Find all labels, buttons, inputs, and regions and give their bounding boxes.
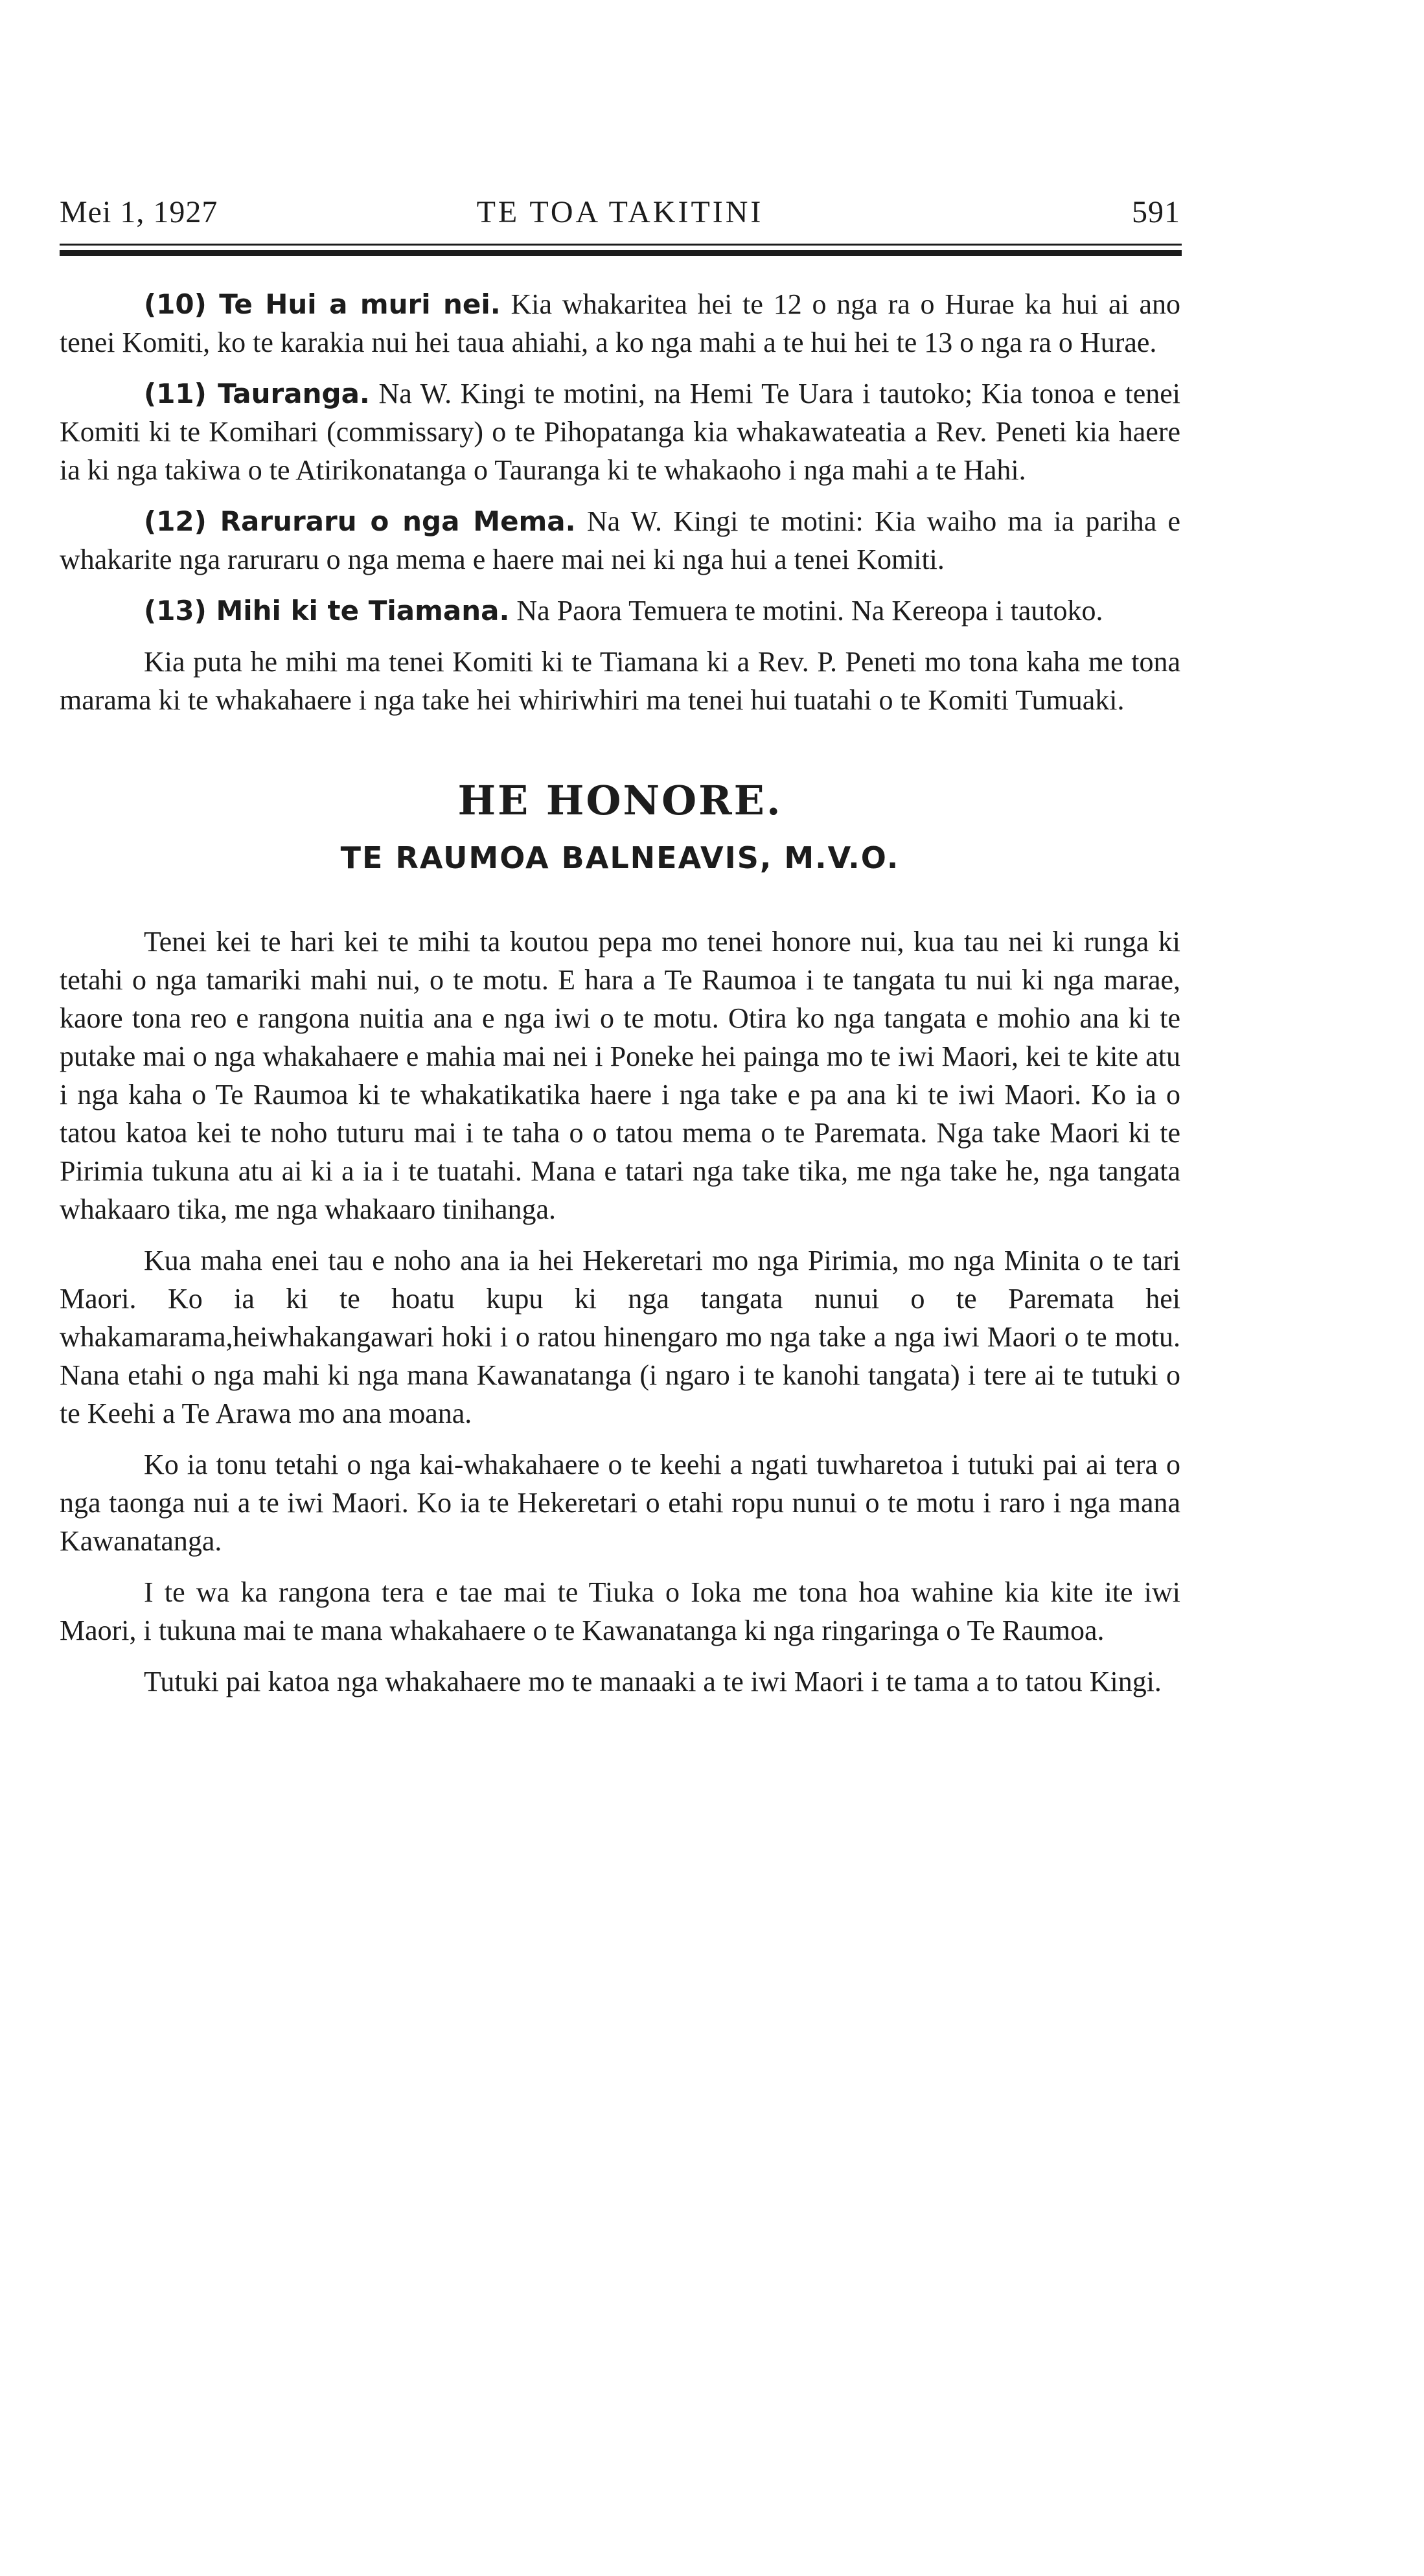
article-paragraph: Kua maha enei tau e noho ana ia hei Hekeretari mo nga Pirimia, mo nga Minita o te tari Maori. Ko ia ki te hoatu kupu ki nga tangata nunui o te Paremata hei whakamarama,heiwhakangawari hoki i o ratou hinengaro mo nga take a nga iwi Maori o te motu. Nana etahi o nga mahi ki nga mana Kawanatanga (i ngaro i te kanohi tangata) i tere ai te tutuki o te Keehi a Te Arawa mo ana moana. xyxy=(60,1245,1180,1429)
page-number: 591 xyxy=(1132,195,1180,229)
item-heading: (13) Mihi ki te Tiamana. xyxy=(144,595,510,627)
item-text: Na Paora Temuera te motini. Na Kereopa i tautoko. xyxy=(516,595,1103,627)
item-text: Na W. Kingi te motini: Kia waiho ma ia pariha e whakarite nga raruraru o nga mema e haere mai nei ki nga hui a tenei Komiti. xyxy=(60,505,1181,575)
article-paragraph: Tenei kei te hari kei te mihi ta koutou pepa mo tenei honore nui, kua tau nei ki runga ki tetahi o nga tamariki mahi nui, o te motu. E hara a Te Raumoa i te tangata tu nui ki nga marae, kaore tona reo e rangona nuitia ana e nga iwi o te motu. Otira ko nga tangata e mohio ana ki te putake mai o nga whakahaere e mahia mai nei i Poneke hei painga mo te iwi Maori, kei te kite atu i nga kaha o Te Raumoa ki te whakatikatika haere i nga take e pa ana ki te iwi Maori. Ko ia o tatou katoa kei te noho tuturu mai i te taha o o tatou mema o te Paremata. Nga take Maori ki te Pirimia tukuna atu ai ki a ia i te tuatahi. Mana e tatari nga take tika, me nga take he, nga tangata whakaaro tika, me nga whakaaro tinihanga. xyxy=(60,926,1180,1225)
item-text: Na W. Kingi te motini, na Hemi Te Uara i tautoko; Kia tonoa e tenei Komiti ki te Komihari (commissary) o te Pihopatanga kia whakawateatia a Rev. Peneti kia haere ia ki nga takiwa o te Atirikonatanga o Tauranga ki te whakaoho i nga mahi a te Hahi. xyxy=(60,378,1181,486)
newspaper-title: TE TOA TAKITINI xyxy=(476,195,764,229)
article-title: HE HONORE. xyxy=(457,777,783,824)
minutes-item-13 xyxy=(60,592,1180,630)
article-subtitle: TE RAUMOA BALNEAVIS, M.V.O. xyxy=(340,840,900,875)
article-paragraph: Ko ia tonu tetahi o nga kai-whakahaere o te keehi a ngati tuwharetoa i tutuki pai ai tera o nga taonga nui a te iwi Maori. Ko ia te Hekeretari o etahi ropu nunui o te motu i raro i nga mana Kawanatanga. xyxy=(60,1449,1180,1557)
minutes-item-10 xyxy=(60,285,1180,362)
item-heading: (12) Raruraru o nga Mema. xyxy=(144,505,576,537)
item-heading: (11) Tauranga. xyxy=(144,378,370,409)
minutes-item-12 xyxy=(60,502,1180,579)
article-paragraph: I te wa ka rangona tera e tae mai te Tiuka o Ioka me tona hoa wahine kia kite ite iwi Maori, i tukuna mai te mana whakahaere o te Kawanatanga ki nga ringaringa o Te Raumoa. xyxy=(60,1576,1180,1646)
article-paragraph: Tutuki pai katoa nga whakahaere mo te manaaki a te iwi Maori i te tama a to tatou Kingi. xyxy=(144,1666,1162,1697)
item-heading: (10) Te Hui a muri nei. xyxy=(144,288,501,320)
issue-date: Mei 1, 1927 xyxy=(60,195,218,229)
page-body xyxy=(60,285,1180,1714)
page-header xyxy=(60,194,1180,246)
minutes-item-11 xyxy=(60,374,1180,489)
minutes-item-13-continuation: Kia puta he mihi ma tenei Komiti ki te Tiamana ki a Rev. P. Peneti mo tona kaha me tona marama ki te whakahaere i nga take hei whiriwhiri ma tenei hui tuatahi o te Komiti Tumuaki. xyxy=(60,646,1180,716)
header-rule-thick xyxy=(60,250,1182,256)
header-rule-thin xyxy=(60,244,1182,246)
item-text: Kia whakaritea hei te 12 o nga ra o Hurae ka hui ai ano tenei Komiti, ko te karakia nui hei taua ahiahi, a ko nga mahi a te hui hei te 13 o nga ra o Hurae. xyxy=(60,288,1181,358)
